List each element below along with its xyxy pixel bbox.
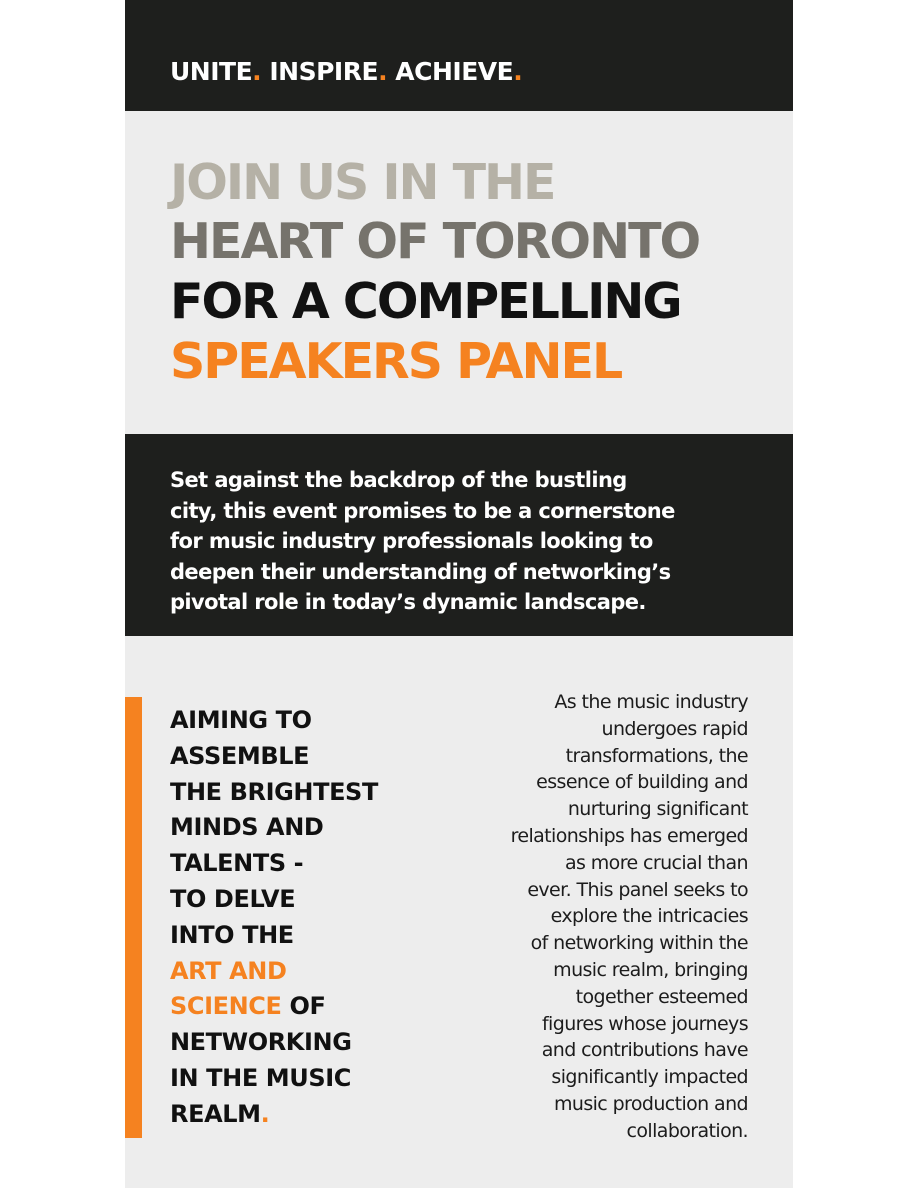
orange-accent-bar — [125, 697, 142, 1138]
description-line: figures whose journeys — [541, 1012, 748, 1035]
description-line: music realm, bringing — [553, 958, 748, 981]
aim-line-mixed — [170, 989, 378, 1025]
tagline-bar — [125, 0, 793, 111]
aim-line: THE BRIGHTEST — [170, 777, 378, 806]
intro-section — [125, 434, 793, 636]
description-line: essence of building and — [536, 771, 748, 794]
tagline-dot: . — [378, 57, 388, 86]
description-paragraph — [418, 689, 748, 1145]
description-line: transformations, the — [565, 744, 748, 767]
intro-line: for music industry professionals looking to — [170, 529, 653, 553]
tagline — [170, 56, 522, 88]
tagline-dot: . — [513, 57, 523, 86]
aim-statement — [170, 703, 378, 1133]
aim-line: NETWORKING — [170, 1028, 352, 1057]
headline-line-1: JOIN US IN THE — [170, 154, 555, 211]
description-line: As the music industry — [554, 691, 748, 713]
headline-line-4: SPEAKERS PANEL — [170, 333, 622, 390]
intro-line: pivotal role in today’s dynamic landscape. — [170, 590, 646, 614]
description-line: explore the intricacies — [550, 905, 748, 928]
aim-dot: . — [260, 1099, 270, 1128]
aim-line: TALENTS - — [170, 849, 304, 878]
aim-line: TO DELVE — [170, 884, 296, 913]
headline-line-2: HEART OF TORONTO — [170, 213, 700, 270]
aim-last-word: REALM — [170, 1099, 261, 1128]
tagline-dot: . — [252, 57, 262, 86]
tagline-word-inspire: INSPIRE — [269, 57, 379, 86]
aim-line: MINDS AND — [170, 813, 324, 842]
intro-line: city, this event promises to be a cornerstone — [170, 498, 675, 523]
aim-line: INTO THE — [170, 920, 294, 949]
description-line: of networking within the — [530, 932, 748, 955]
headline-line-3: FOR A COMPELLING — [170, 273, 681, 330]
description-line: together esteemed — [575, 985, 748, 1008]
aim-line-last — [170, 1097, 378, 1133]
aim-line-accent: ART AND — [170, 956, 287, 985]
intro-line: deepen their understanding of networking’s — [170, 559, 671, 584]
aim-rest-word: OF — [281, 992, 326, 1021]
description-line: significantly impacted — [551, 1066, 748, 1089]
tagline-word-achieve: ACHIEVE — [395, 57, 514, 86]
tagline-word-unite: UNITE — [170, 57, 253, 86]
intro-paragraph — [170, 465, 750, 618]
description-line: and contributions have — [541, 1039, 748, 1062]
aim-accent-word: SCIENCE — [170, 992, 282, 1021]
aim-line: ASSEMBLE — [170, 741, 310, 770]
description-line: relationships has emerged — [510, 824, 748, 847]
intro-line: Set against the backdrop of the bustling — [170, 468, 627, 492]
aim-line: IN THE MUSIC — [170, 1063, 351, 1092]
description-line: music production and — [553, 1092, 748, 1115]
aim-line: AIMING TO — [170, 706, 312, 734]
headline-section — [125, 111, 793, 434]
description-line: as more crucial than — [564, 851, 748, 874]
description-line: collaboration. — [626, 1119, 748, 1142]
flyer-card — [125, 0, 793, 1188]
description-line: nurturing significant — [567, 798, 748, 821]
description-line: undergoes rapid — [601, 717, 748, 740]
description-line: ever. This panel seeks to — [527, 878, 748, 901]
